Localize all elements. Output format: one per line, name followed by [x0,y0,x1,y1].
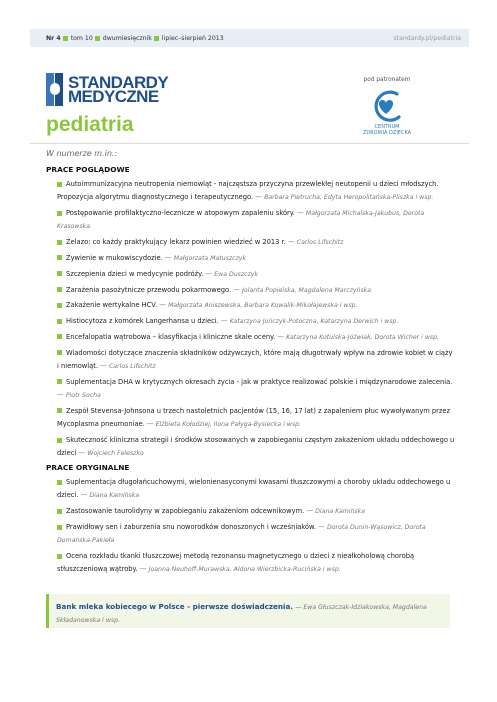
article-authors: Małgorzata Matuszczyk [173,254,246,262]
standardy-medyczne-logo [46,73,168,106]
website-link[interactable]: standardy.pl/pediatria [393,34,461,42]
article-entry[interactable]: Zakażenie wertykalne HCV. — Małgorzata Aniszewska, Barbara Kowalik-Mikołajewska i wsp. [46,299,456,312]
article-title[interactable]: Wiadomości dotyczące znaczenia składników odżywczych, które mają długotrwały wpływ na zdrowie kobiet w ciąży i niemowląt. [57,348,453,371]
bullet-square-icon [95,36,100,41]
article-entry[interactable]: Suplementacja DHA w krytycznych okresach życia - jak w praktyce realizować polskie i międzynarodowe zalecenia. — Piotr Socha [57,377,453,400]
article-authors: Dorota Dunin-Wąsowicz, Dorota Domańska-Pakieła [57,524,426,545]
article-entry[interactable]: Suplementacja długołańcuchowymi, wielonienasyconymi kwasami tłuszczowymi a choroby układu oddechowego u dzieci. — Diana Kamińska [57,478,451,500]
article-title[interactable]: Zastosowanie taurolidyny w zapobieganiu zakażeniom odcewnikowym. [66,507,305,516]
bullet-square-icon [57,211,62,216]
article-authors: Joanna Neuhoff-Murawska, Aldona Wierzbicka-Rucińska i wsp. [148,566,341,574]
article-title[interactable]: Autoimmunizacyjna neutropenia niemowląt - najczęstsza przyczyna przewlekłej neutopenii u dzieci młodszych. Propozycja algorytmu diagnostycznego i terapeutycznego. [57,180,439,202]
article-title[interactable]: Zespół Stevensa-Johnsona u trzech nastoletnich pacjentów (15, 16, 17 lat) z zapaleniem płuc wywoływanym przez Mycoplasma pneumoniae. [57,406,451,429]
article-entry[interactable]: Histiocytoza z komórek Langerhansa u dzieci. — Katarzyna Jończyk-Potoczna, Katarzyna Derwich i wsp. [46,315,456,328]
bullet-square-icon [57,480,62,485]
featured-article-title[interactable]: Bank mleka kobiecego w Polsce - pierwsze doświadczenia. [56,602,294,611]
bullet-square-icon [57,271,62,276]
patronage-label: pod patronatem [363,77,411,83]
article-title[interactable]: Encefalopatia wątrobowa – klasyfikacja i kliniczne skale oceny. [66,332,276,341]
review-articles-list [46,178,456,461]
article-entry[interactable]: Postępowanie profilaktyczno-lecznicze w atopowym zapaleniu skóry. — Małgorzata Michalska-Jakubus, Dorota Krasowska [57,209,425,231]
article-title[interactable]: Skuteczność kliniczna strategii i środków stosowanych w zapobieganiu częstym zakażeniom układu oddechowego u dzieci [57,436,455,458]
bullet-square-icon [63,36,68,41]
article-entry[interactable]: Zastosowanie taurolidyny w zapobieganiu zakażeniom odcewnikowym. — Diana Kamińska [46,505,456,518]
article-authors: Małgorzata Aniszewska, Barbara Kowalik-Mikołajewska i wsp. [168,302,358,310]
article-entry[interactable]: Żywienie w mukowiscydozie. — Małgorzata Matuszczyk [46,252,456,265]
bullet-square-icon [57,350,62,355]
featured-article-authors: — Ewa Głuszczak-Idziakowska, Magdalena Składanowska i wsp. [56,604,427,624]
article-title[interactable]: Histiocytoza z komórek Langerhansa u dzieci. [66,317,219,326]
bullet-square-icon [57,438,62,443]
article-authors: Barbara Pietrucha, Edyta Heropolitańska-Pliszka i wsp. [264,194,434,202]
article-authors: Katarzyna Kotulska-Jóźwiak, Dorota Wicher i wsp. [286,333,440,341]
table-of-contents [46,149,456,579]
article-authors: Ewa Duszczyk [214,270,259,278]
bullet-square-icon [57,334,62,339]
article-title[interactable]: Żelazo: co każdy praktykujący lekarz powinien wiedzieć w 2013 r. [66,238,286,247]
patron-org-line1: CENTRUM [374,124,400,130]
original-articles-list [46,476,456,577]
logo-line2: MEDYCZNE [68,86,159,106]
article-title[interactable]: Szczepienia dzieci w medycynie podróży. [66,269,204,278]
bullet-square-icon [57,255,62,260]
volume: tom 10 [70,34,93,42]
issue-period: lipiec–sierpień 2013 [161,34,224,42]
article-authors: Carlos Lifschitz [296,239,344,247]
issue-number: Nr 4 [46,34,61,42]
article-entry[interactable]: Encefalopatia wątrobowa – klasyfikacja i kliniczne skale oceny. — Katarzyna Kotulska-Jóźwiak, Dorota Wicher i wsp. [46,331,456,344]
bullet-square-icon [57,525,62,530]
logo-mark-icon [46,73,63,106]
article-title[interactable]: Zakażenie wertykalne HCV. [66,301,158,310]
centrum-zdrowia-dziecka-logo-icon [369,90,405,122]
article-entry[interactable]: Żelazo: co każdy praktykujący lekarz powinien wiedzieć w 2013 r. — Carlos Lifschitz [46,236,456,249]
section-title-review: PRACE POGLĄDOWE [46,165,130,174]
article-title[interactable]: Prawidłowy sen i zaburzenia snu noworodków donoszonych i wcześniaków. [66,523,316,532]
issue-info-bar [30,29,469,47]
featured-article[interactable] [46,594,450,628]
bullet-square-icon [57,509,62,514]
contents-intro: W numerze m.in.: [46,149,118,158]
logo-line1: STANDARDY [68,72,169,92]
article-entry[interactable]: Szczepienia dzieci w medycynie podróży. — Ewa Duszczyk [46,268,456,281]
bullet-square-icon [57,287,62,292]
article-entry[interactable]: Autoimmunizacyjna neutropenia niemowląt - najczęstsza przyczyna przewlekłej neutopenii u dzieci młodszych. Propozycja algorytmu diagnostycznego i terapeutycznego. — Barbara Pietrucha, Edyta Heropolitańska-Pliszka i wsp. [57,180,439,202]
bullet-square-icon [154,36,159,41]
bullet-square-icon [57,303,62,308]
article-authors: Diana Kamińska [89,492,140,500]
article-entry[interactable]: Ocena rozkładu tkanki tłuszczowej metodą rezonansu magnetycznego u dzieci z nieałkoholową chorobą stłuszczeniową wątroby. — Joanna Neuhoff-Murawska, Aldona Wierzbicka-Rucińska i wsp. [57,552,415,574]
article-authors: Carlos Lifschitz [108,363,156,371]
article-authors: Katarzyna Jończyk-Potoczna, Katarzyna Derwich i wsp. [229,318,399,326]
article-title[interactable]: Zarażenia pasożytnicze przewodu pokarmowego. [66,285,232,294]
article-authors: Elżbieta Kołodziej, Ilona Pałyga-Bysiecka i wsp. [155,421,301,429]
article-authors: Piotr Socha [65,392,101,400]
article-authors: Diana Kamińska [315,508,366,516]
article-authors: Wojciech Feleszko [87,450,144,458]
patron-org-line2: ZDROWIA DZIECKA [362,130,412,136]
bullet-square-icon [57,554,62,559]
article-title[interactable]: Postępowanie profilaktyczno-lecznicze w atopowym zapaleniu skóry. [66,209,295,218]
bullet-square-icon [57,319,62,324]
bullet-square-icon [57,182,62,187]
article-entry[interactable]: Prawidłowy sen i zaburzenia snu noworodków donoszonych i wcześniaków. — Dorota Dunin-Wąsowicz, Dorota Domańska-Pakieła [57,523,426,545]
frequency: dwumiesięcznik [102,34,152,42]
article-title[interactable]: Suplementacja długołańcuchowymi, wielonienasyconymi kwasami tłuszczowymi a choroby układu oddechowego u dzieci. [57,478,451,500]
article-title[interactable]: Ocena rozkładu tkanki tłuszczowej metodą rezonansu magnetycznego u dzieci z nieałkoholową chorobą stłuszczeniową wątroby. [57,552,415,574]
bullet-square-icon [57,240,62,245]
patronage-block [356,77,418,136]
bullet-square-icon [57,379,62,384]
article-entry[interactable]: Skuteczność kliniczna strategii i środków stosowanych w zapobieganiu częstym zakażeniom układu oddechowego u dzieci — Wojciech Feleszko [57,436,455,458]
article-authors: Jolanta Popielska, Magdalena Marczyńska [242,286,372,294]
article-title[interactable]: Suplementacja DHA w krytycznych okresach życia - jak w praktyce realizować polskie i międzynarodowe zalecenia. [66,377,453,386]
article-entry[interactable]: Zespół Stevensa-Johnsona u trzech nastoletnich pacjentów (15, 16, 17 lat) z zapaleniem płuc wywoływanym przez Mycoplasma pneumoniae. — Elżbieta Kołodziej, Ilona Pałyga-Bysiecka i wsp. [57,406,451,429]
article-title[interactable]: Żywienie w mukowiscydozie. [66,253,163,262]
divider [30,143,469,144]
article-entry[interactable]: Wiadomości dotyczące znaczenia składników odżywczych, które mają długotrwały wpływ na zdrowie kobiet w ciąży i niemowląt. — Carlos Lifschitz [57,348,453,371]
section-title-original: PRACE ORYGINALNE [46,463,130,473]
journal-name: pediatria [46,113,134,136]
bullet-square-icon [57,408,62,413]
article-authors: Małgorzata Michalska-Jakubus, Dorota Krasowska [57,210,425,231]
article-entry[interactable]: Zarażenia pasożytnicze przewodu pokarmowego. — Jolanta Popielska, Magdalena Marczyńska [46,284,456,297]
